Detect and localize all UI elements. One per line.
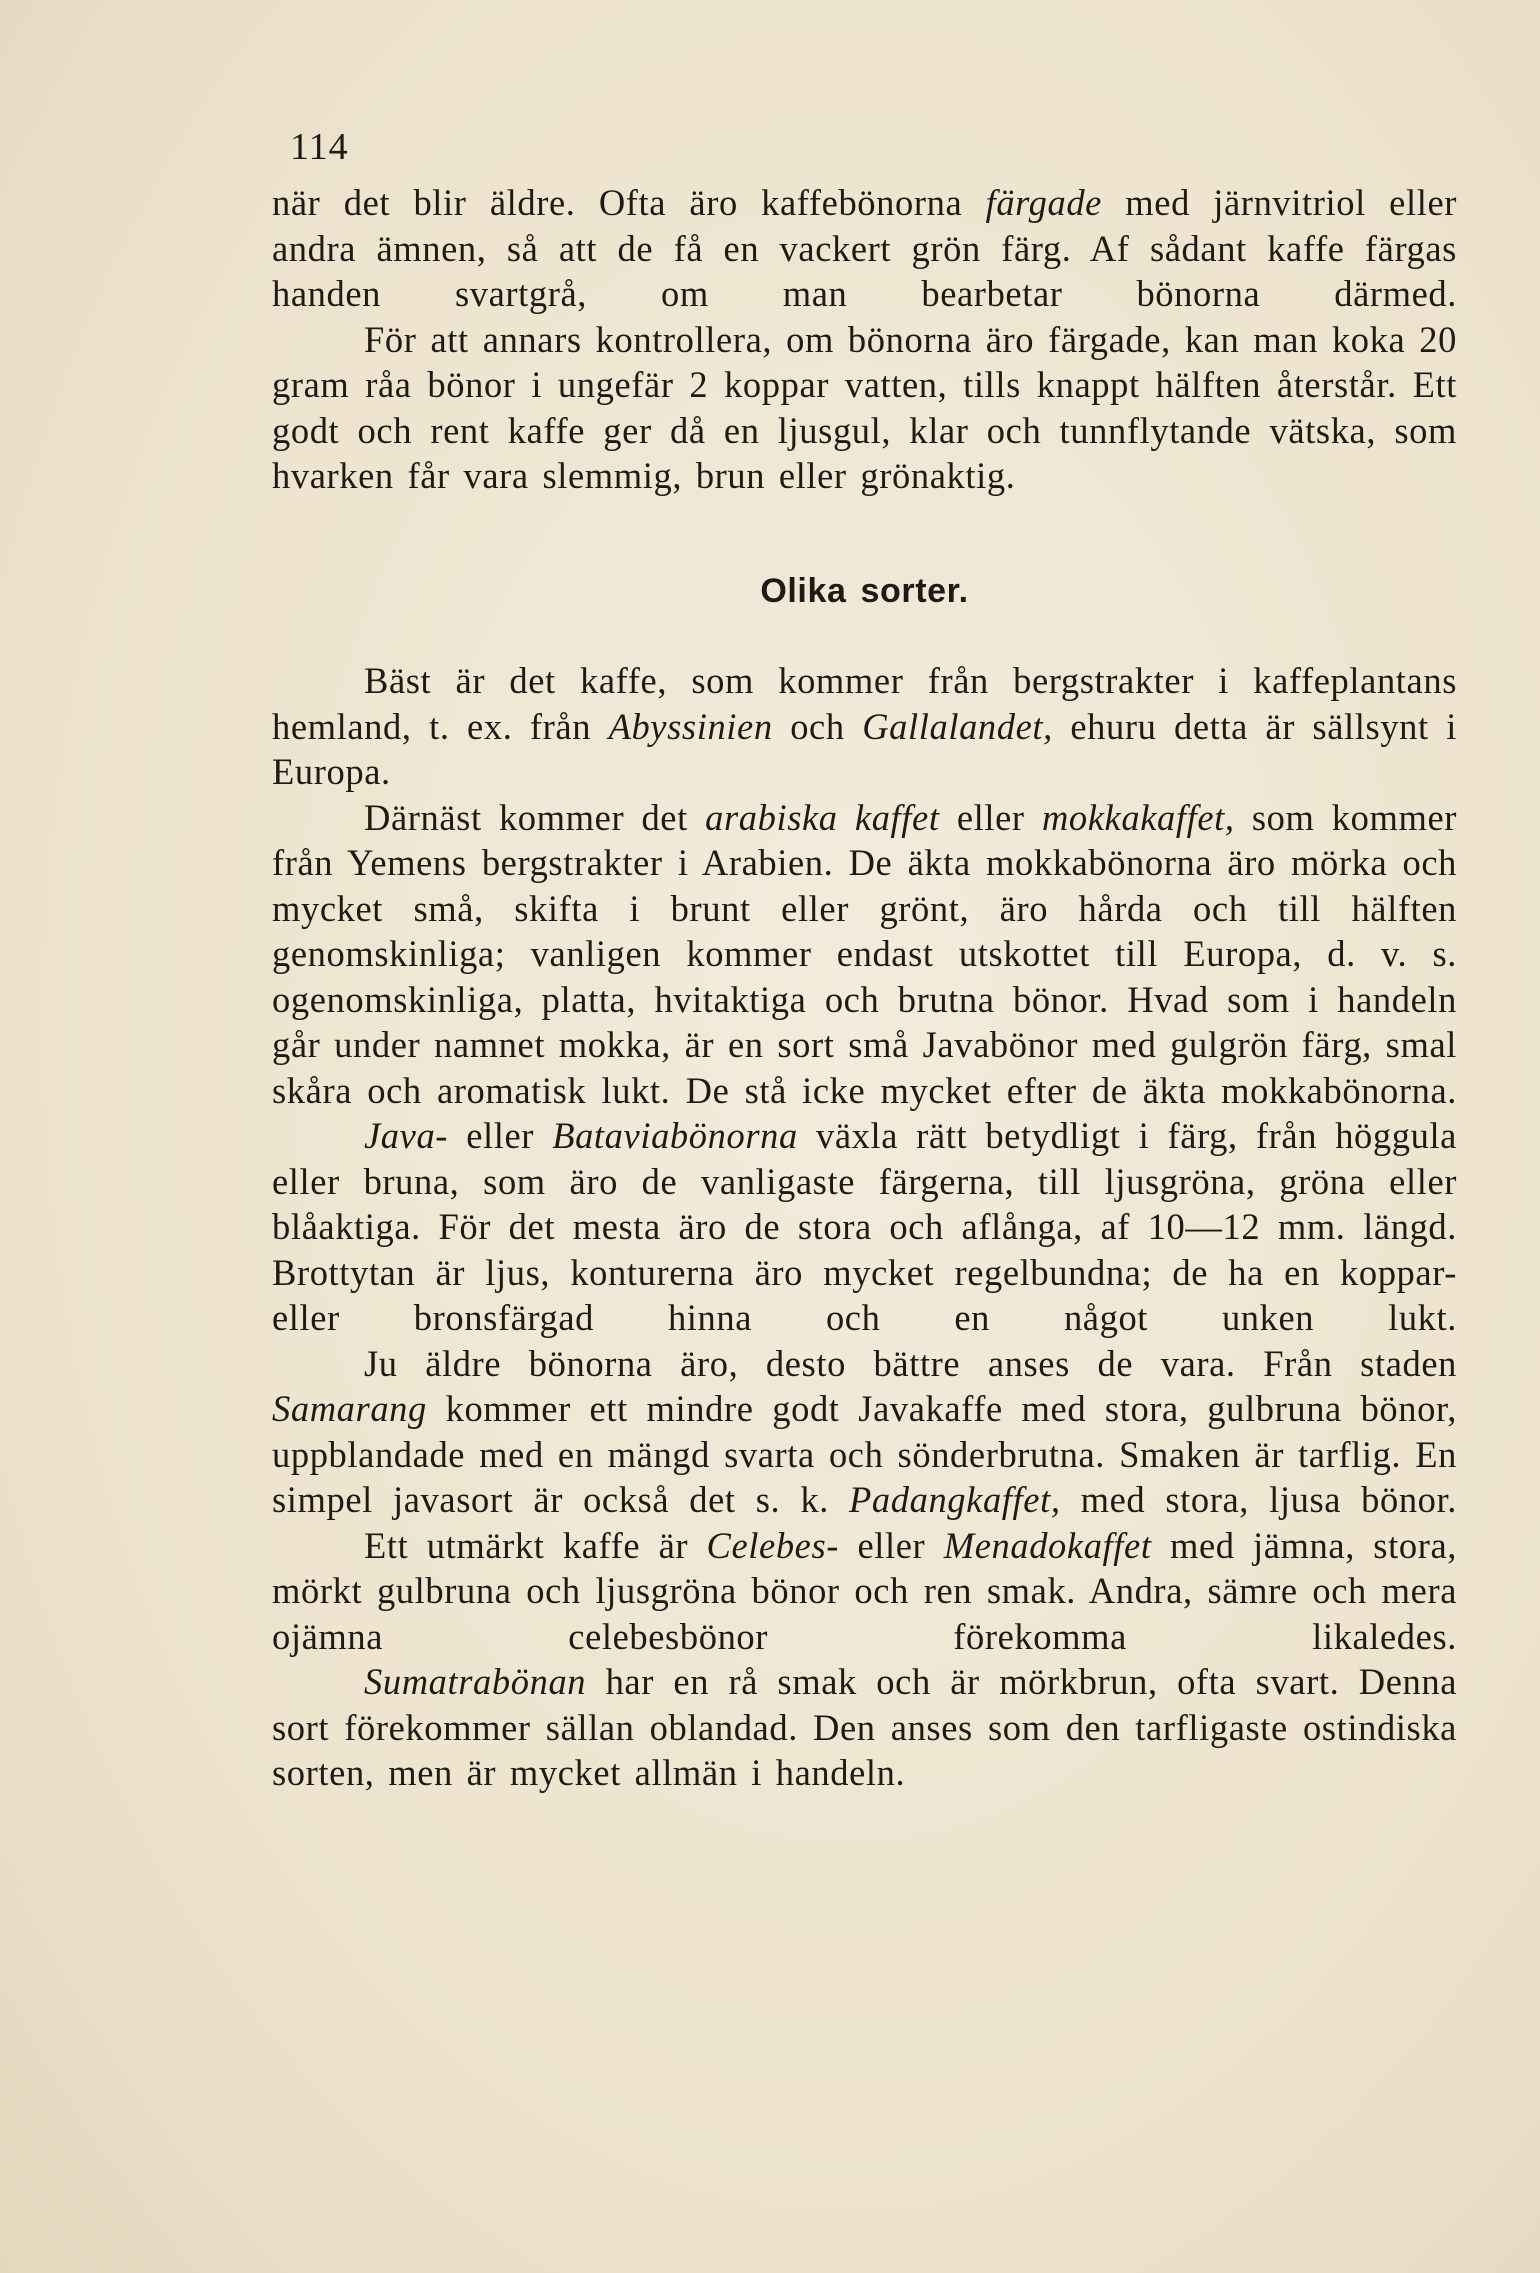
paragraph-sumatra: Sumatrabönan har en rå smak och är mörkbrun, ofta svart. Denna sort förekommer sällan oblandad. Den anses som den tarfligaste ostindiska sorten, men är mycket allmän i handeln.	[272, 1661, 1457, 1793]
paragraph-samarang: Ju äldre bönorna äro, desto bättre anses de vara. Från staden Samarang kommer ett mindre godt Javakaffe med stora, gulbruna bönor, uppblandade med en mängd svarta och sönderbrutna. Smaken är tarflig. En simpel javasort är också det s. k. Padangkaffet, med stora, ljusa bönor.	[272, 1342, 1457, 1520]
paragraph-dyed-beans: när det blir äldre. Ofta äro kaffebönorna färgade med järnvitriol eller andra ämnen, så att de få en vackert grön färg. Af sådant kaffe färgas handen svartgrå, om man bearbetar bönorna därmed.	[272, 182, 1457, 314]
paragraph-control-test: För att annars kontrollera, om bönorna äro färgade, kan man koka 20 gram råa bönor i ungefär 2 koppar vatten, tills knappt hälften återstår. Ett godt och rent kaffe ger då en ljusgul, klar och tunnflytande vätska, som hvarken får vara slemmig, brun eller grönaktig.	[272, 318, 1457, 496]
page-body	[272, 180, 1457, 1796]
page-number: 114	[290, 126, 349, 168]
paragraph-java-beans: Java- eller Bataviabönorna växla rätt betydligt i färg, från höggula eller bruna, som äro de vanligaste färgerna, till ljusgröna, gröna eller blåaktiga. För det mesta äro de stora och aflånga, af 10—12 mm. längd. Brottytan är ljus, konturerna äro mycket regelbundna; de ha en koppar- eller bronsfärgad hinna och en något unken lukt.	[272, 1115, 1457, 1338]
section-heading: Olika sorter.	[760, 571, 969, 610]
paragraph-arabian-coffee: Därnäst kommer det arabiska kaffet eller mokkakaffet, som kommer från Yemens bergstrakter i Arabien. De äkta mokkabönorna äro mörka och mycket små, skifta i brunt eller grönt, äro hårda och till hälften genomskinliga; vanligen kommer endast utskottet till Europa, d. v. s. ogenomskinliga, platta, hvitaktiga och brutna bönor. Hvad som i handeln går under namnet mokka, är en sort små Javabönor med gulgrön färg, smal skåra och aromatisk lukt. De stå icke mycket efter de äkta mokkabönorna.	[272, 796, 1457, 1111]
paragraph-celebes: Ett utmärkt kaffe är Celebes- eller Menadokaffet med jämna, stora, mörkt gulbruna och ljusgröna bönor och ren smak. Andra, sämre och mera ojämna celebesbönor förekomma likaledes.	[272, 1524, 1457, 1657]
paragraph-best-coffee: Bäst är det kaffe, som kommer från bergstrakter i kaffeplantans hemland, t. ex. från Abyssinien och Gallalandet, ehuru detta är sällsynt i Europa.	[272, 660, 1457, 792]
